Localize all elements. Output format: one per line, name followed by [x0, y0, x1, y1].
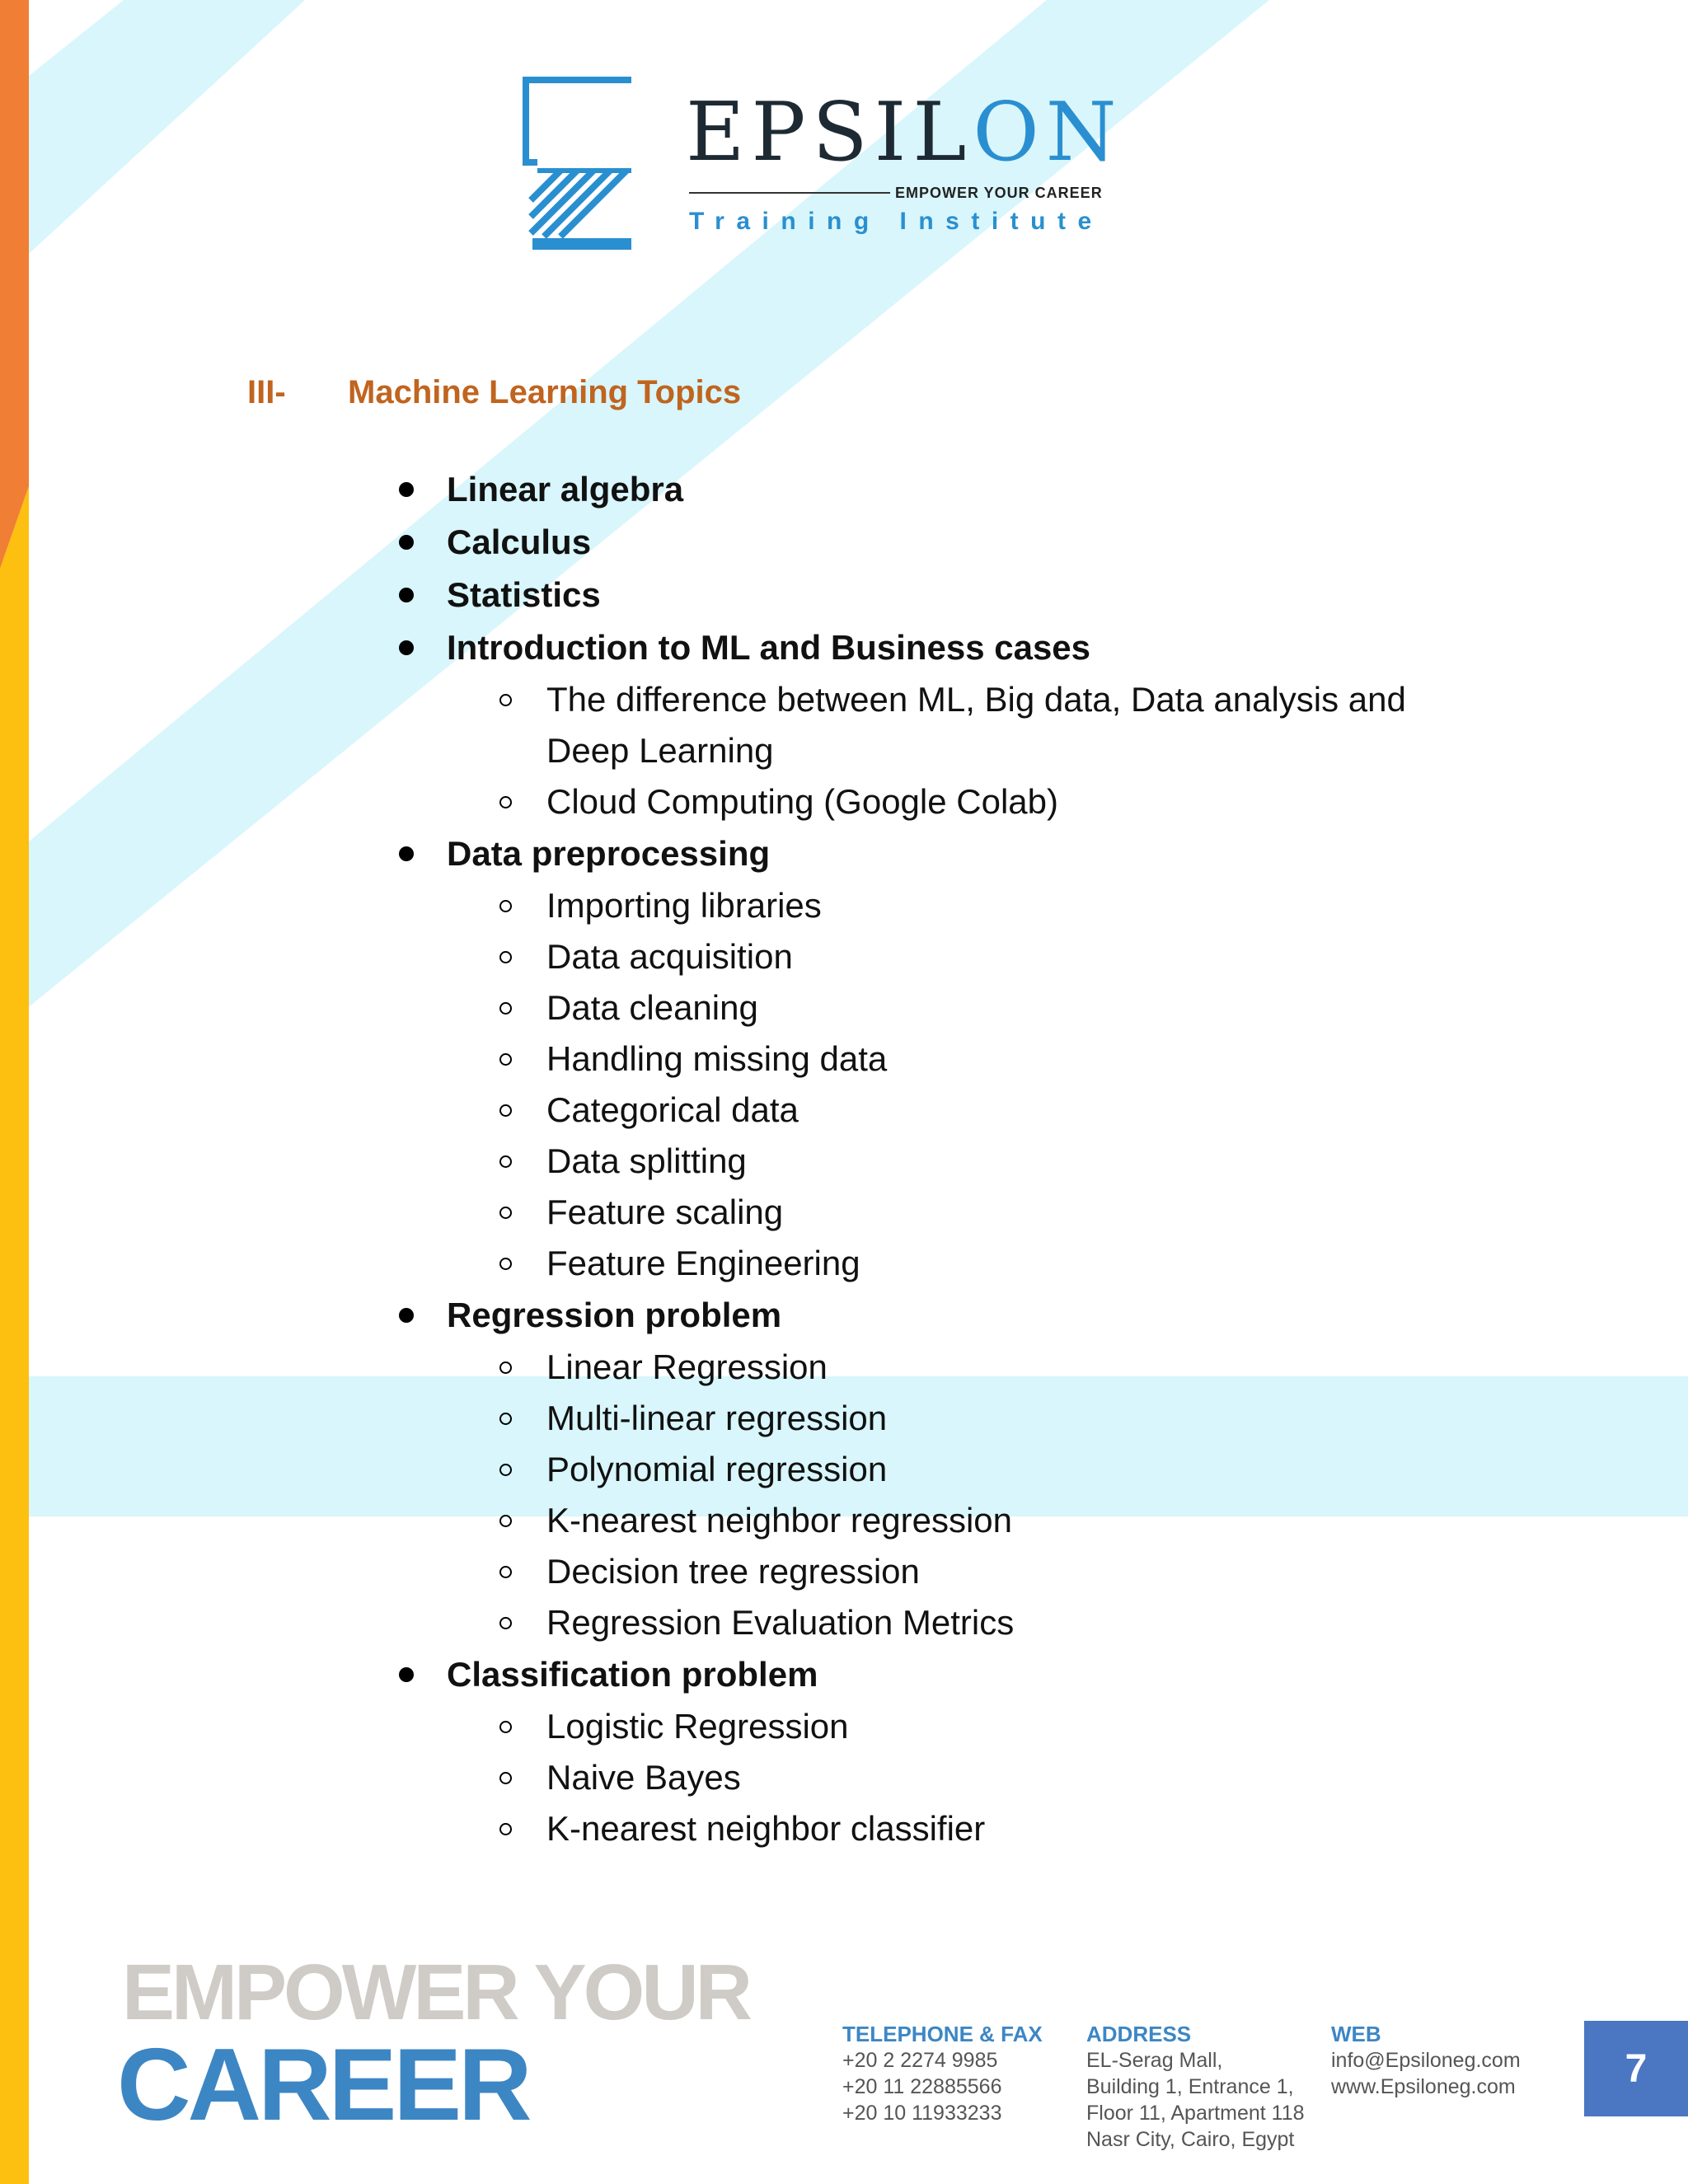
subtopic-label: K-nearest neighbor classifier: [546, 1809, 986, 1848]
subtopic-item: [396, 1701, 1467, 1752]
subtopic-item: [396, 674, 1467, 776]
brand-subtitle: Training Institute: [689, 208, 1104, 235]
brand-divider: [689, 192, 890, 194]
hollow-bullet-icon: [499, 1464, 512, 1476]
brand-tagline: EMPOWER YOUR CAREER: [895, 185, 1103, 201]
section-number: III-: [247, 374, 286, 410]
address-line: EL-Serag Mall,: [1086, 2049, 1223, 2072]
subtopic-label: Naive Bayes: [546, 1758, 741, 1797]
footer-slogan-bottom: CAREER: [117, 2028, 529, 2142]
subtopic-label: Data cleaning: [546, 988, 758, 1027]
subtopic-list: [396, 880, 1467, 1289]
topic-item: [396, 463, 1467, 516]
web-site-link[interactable]: www.Epsiloneg.com: [1331, 2075, 1516, 2098]
subtopic-item: [396, 1136, 1467, 1187]
footer-slogan-top: EMPOWER YOUR: [122, 1948, 749, 2036]
subtopic-label: Polynomial regression: [546, 1450, 888, 1488]
hollow-bullet-icon: [499, 1413, 512, 1425]
hollow-bullet-icon: [499, 900, 512, 912]
hollow-bullet-icon: [499, 1721, 512, 1733]
topic-item: [396, 1289, 1467, 1648]
subtopic-item: [396, 1495, 1467, 1546]
address-line: Floor 11, Apartment 118: [1086, 2102, 1305, 2125]
topic-item: [396, 1648, 1467, 1854]
subtopic-label: Data acquisition: [546, 937, 793, 976]
topic-label: Classification problem: [447, 1655, 818, 1694]
topic-heading: [396, 569, 1467, 621]
subtopic-label: Handling missing data: [546, 1039, 888, 1078]
bullet-icon: [399, 535, 414, 550]
footer-telephone: [842, 2021, 1043, 2126]
hollow-bullet-icon: [499, 1155, 512, 1168]
hollow-bullet-icon: [499, 1566, 512, 1578]
epsilon-logo-icon: [521, 77, 636, 253]
subtopic-item: [396, 1033, 1467, 1085]
topic-label: Statistics: [447, 575, 601, 614]
subtopic-list: [396, 674, 1467, 827]
brand-name-blue: ON: [973, 86, 1123, 180]
section-title: Machine Learning Topics: [348, 374, 742, 410]
topic-heading: [396, 1289, 1467, 1342]
topic-label: Introduction to ML and Business cases: [447, 628, 1091, 667]
hollow-bullet-icon: [499, 1258, 512, 1270]
address-heading: ADDRESS: [1086, 2022, 1192, 2046]
brand-name-dark: EPSIL: [686, 86, 973, 180]
side-bar-yellow: [0, 486, 29, 2184]
topic-label: Data preprocessing: [447, 834, 771, 873]
background-stripe: [0, 0, 305, 280]
subtopic-label: Linear Regression: [546, 1347, 828, 1386]
hollow-bullet-icon: [499, 1617, 512, 1629]
subtopic-item: [396, 1444, 1467, 1495]
subtopic-label: Feature Engineering: [546, 1244, 860, 1282]
subtopic-item: [396, 1597, 1467, 1648]
topics-list: [396, 463, 1467, 1854]
topic-heading: [396, 621, 1467, 674]
hollow-bullet-icon: [499, 1361, 512, 1374]
subtopic-label: Decision tree regression: [546, 1552, 920, 1591]
subtopic-item: [396, 880, 1467, 931]
topic-item: [396, 621, 1467, 827]
hollow-bullet-icon: [499, 694, 512, 706]
hollow-bullet-icon: [499, 951, 512, 963]
hollow-bullet-icon: [499, 1002, 512, 1015]
side-bar-orange: [0, 0, 29, 569]
hollow-bullet-icon: [499, 1515, 512, 1527]
subtopic-label: Data splitting: [546, 1141, 747, 1180]
hollow-bullet-icon: [499, 1823, 512, 1835]
topic-heading: [396, 827, 1467, 880]
address-line: Nasr City, Cairo, Egypt: [1086, 2128, 1295, 2151]
subtopic-label: Regression Evaluation Metrics: [546, 1603, 1015, 1642]
topic-item: [396, 827, 1467, 1289]
subtopic-label: Logistic Regression: [546, 1707, 849, 1746]
web-heading: WEB: [1331, 2022, 1381, 2046]
subtopic-list: [396, 1701, 1467, 1854]
subtopic-item: [396, 776, 1467, 827]
subtopic-item: [396, 1546, 1467, 1597]
hollow-bullet-icon: [499, 796, 512, 808]
subtopic-label: Categorical data: [546, 1090, 799, 1129]
subtopic-item: [396, 1085, 1467, 1136]
page-number: 7: [1584, 2021, 1688, 2116]
subtopic-item: [396, 1752, 1467, 1803]
topic-heading: [396, 463, 1467, 516]
bullet-icon: [399, 1667, 414, 1682]
subtopic-label: Importing libraries: [546, 886, 822, 925]
hollow-bullet-icon: [499, 1104, 512, 1117]
subtopic-item: [396, 1342, 1467, 1393]
telephone-heading: TELEPHONE & FAX: [842, 2022, 1043, 2046]
telephone-line: +20 10 11933233: [842, 2102, 1002, 2125]
subtopic-label: Multi-linear regression: [546, 1399, 888, 1437]
footer-address: [1086, 2021, 1305, 2153]
subtopic-label: Cloud Computing (Google Colab): [546, 782, 1058, 821]
topic-label: Regression problem: [447, 1296, 782, 1334]
subtopic-item: [396, 1803, 1467, 1854]
topic-item: [396, 516, 1467, 569]
subtopic-item: [396, 1187, 1467, 1238]
subtopic-list: [396, 1342, 1467, 1648]
bullet-icon: [399, 588, 414, 602]
telephone-line: +20 11 22885566: [842, 2075, 1002, 2098]
topic-item: [396, 569, 1467, 621]
subtopic-item: [396, 1393, 1467, 1444]
hollow-bullet-icon: [499, 1207, 512, 1219]
telephone-line: +20 2 2274 9985: [842, 2049, 998, 2072]
topic-label: Calculus: [447, 523, 592, 561]
subtopic-label: The difference between ML, Big data, Data analysis and Deep Learning: [546, 680, 1406, 770]
footer-web: [1331, 2021, 1521, 2100]
hollow-bullet-icon: [499, 1772, 512, 1784]
address-line: Building 1, Entrance 1,: [1086, 2075, 1294, 2098]
topic-label: Linear algebra: [447, 470, 684, 509]
bullet-icon: [399, 482, 414, 497]
hollow-bullet-icon: [499, 1053, 512, 1066]
subtopic-item: [396, 982, 1467, 1033]
web-email-link[interactable]: info@Epsiloneg.com: [1331, 2049, 1521, 2072]
subtopic-label: K-nearest neighbor regression: [546, 1501, 1012, 1540]
topic-heading: [396, 1648, 1467, 1701]
brand-name: [686, 86, 1123, 180]
bullet-icon: [399, 1308, 414, 1323]
subtopic-label: Feature scaling: [546, 1193, 784, 1231]
subtopic-item: [396, 1238, 1467, 1289]
bullet-icon: [399, 640, 414, 655]
topic-heading: [396, 516, 1467, 569]
subtopic-item: [396, 931, 1467, 982]
bullet-icon: [399, 846, 414, 861]
